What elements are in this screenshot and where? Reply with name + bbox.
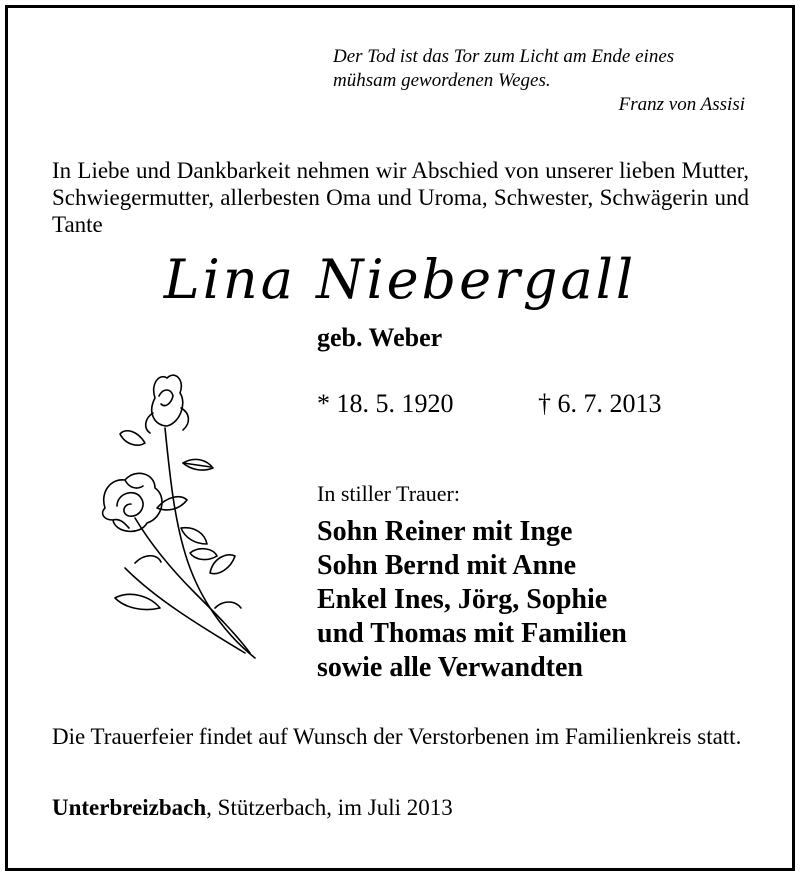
list-item: Sohn Bernd mit Anne	[317, 550, 577, 581]
ceremony-text: Die Trauerfeier findet auf Wunsch der Verstorbenen im Familienkreis statt.	[52, 724, 742, 749]
birth-date: * 18. 5. 1920	[317, 389, 454, 418]
death-date: † 6. 7. 2013	[538, 389, 662, 418]
quote-author: Franz von Assisi	[618, 94, 745, 115]
quote-line-1: Der Tod ist das Tor zum Licht am Ende eines	[333, 46, 675, 67]
rose-icon	[95, 368, 265, 668]
quote-line-2: mühsam gewordenen Weges.	[333, 70, 551, 91]
place-bold: Unterbreizbach	[52, 795, 207, 820]
list-item: und Thomas mit Familien	[317, 618, 627, 649]
birth-name: geb. Weber	[317, 323, 443, 352]
list-item: sowie alle Verwandten	[317, 652, 583, 683]
place-rest: , Stützerbach, im Juli 2013	[206, 795, 453, 820]
list-item: Sohn Reiner mit Inge	[317, 516, 573, 547]
deceased-name: Lina Niebergall	[163, 248, 637, 311]
intro-text: In Liebe und Dankbarkeit nehmen wir Abschied von unserer lieben Mutter, Schwiegermutter, allerbesten Oma und Uroma, Schwester, Schwägerin und Tante	[52, 158, 749, 237]
mourners-list	[317, 515, 627, 685]
list-item: Enkel Ines, Jörg, Sophie	[317, 584, 608, 615]
place-date	[52, 795, 453, 821]
mourning-label: In stiller Trauer:	[317, 481, 460, 506]
quote	[333, 45, 745, 117]
